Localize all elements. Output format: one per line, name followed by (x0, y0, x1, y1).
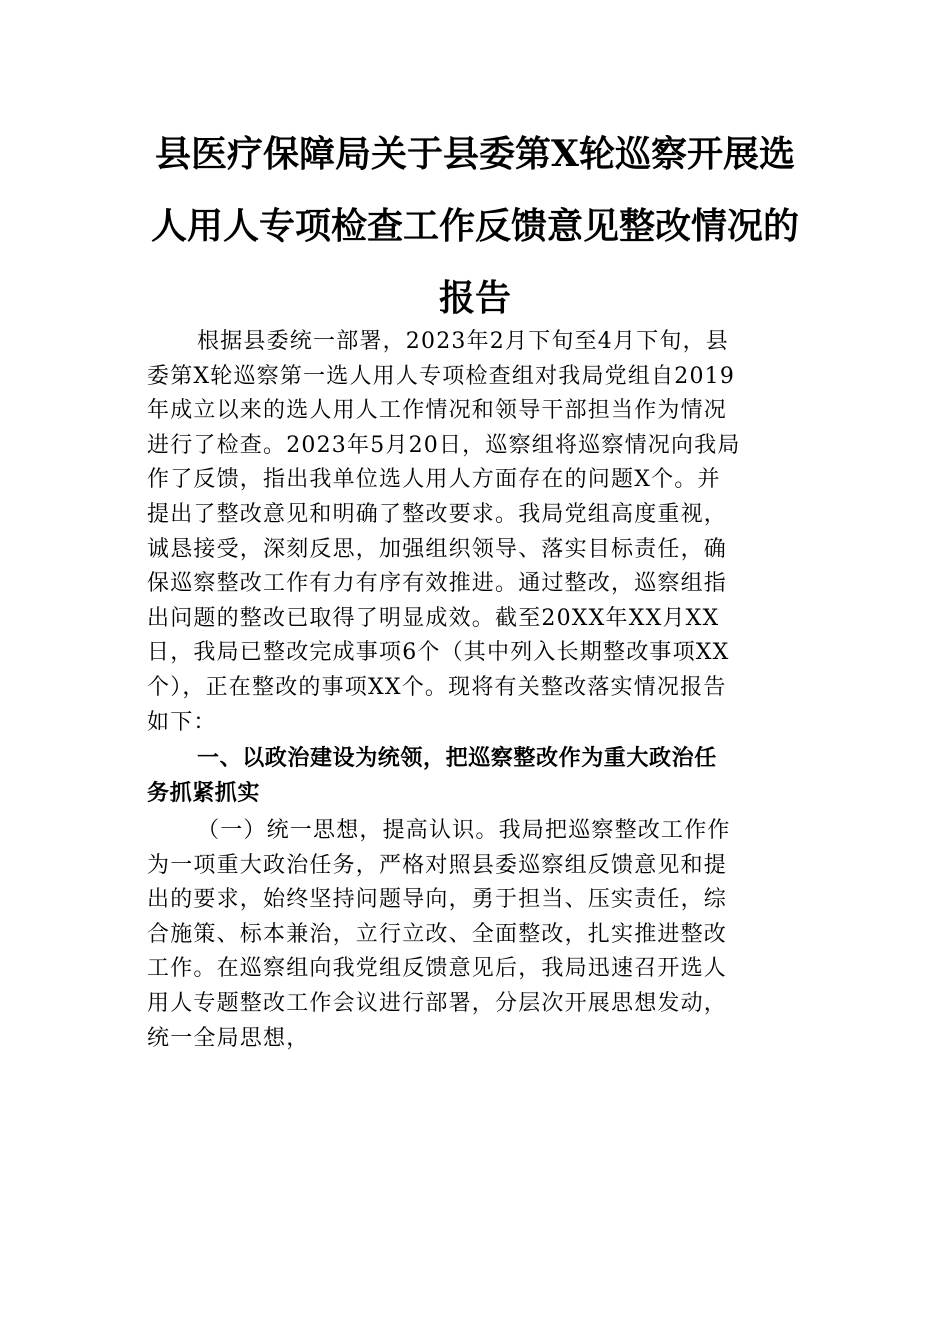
subsection-paragraph-1 (147, 814, 807, 1056)
paragraph-line: 合施策、标本兼治，立行立改、全面整改，扎实推进整改 (147, 921, 728, 947)
heading-line: 一、以政治建设为统领，把巡察整改作为重大政治任 (197, 746, 717, 771)
title-line: 报告 (438, 277, 511, 319)
paragraph-line: 作了反馈，指出我单位选人用人方面存在的问题X个。并 (147, 467, 721, 493)
title-line: 县医疗保障局关于县委第X轮巡察开展选 (155, 133, 795, 175)
section-heading-1 (147, 742, 807, 811)
paragraph-line: 工作。在巡察组向我党组反馈意见后，我局迅速召开选人 (147, 956, 728, 982)
paragraph-line: 保巡察整改工作有力有序有效推进。通过整改，巡察组指 (147, 571, 728, 597)
paragraph-line: 根据县委统一部署，2023年2月下旬至4月下旬，县 (197, 329, 729, 354)
intro-paragraph (147, 325, 807, 740)
paragraph-line: 为一项重大政治任务，严格对照县委巡察组反馈意见和提 (147, 852, 728, 878)
paragraph-line: 如下： (147, 709, 217, 735)
paragraph-line: 出问题的整改已取得了明显成效。截至20XX年XX月XX (147, 605, 720, 631)
document-title (150, 118, 800, 334)
paragraph-line: 出的要求，始终坚持问题导向，勇于担当、压实责任，综 (147, 887, 728, 913)
paragraph-line: 日，我局已整改完成事项6个（其中列入长期整改事项XX (147, 640, 730, 666)
title-line: 人用人专项检查工作反馈意见整改情况的 (150, 205, 799, 247)
paragraph-line: 用人专题整改工作会议进行部署，分层次开展思想发动， (147, 990, 728, 1016)
paragraph-line: 个），正在整改的事项XX个。现将有关整改落实情况报告 (147, 674, 727, 700)
paragraph-line: 年成立以来的选人用人工作情况和领导干部担当作为情况 (147, 398, 728, 424)
paragraph-line: 委第X轮巡察第一选人用人专项检查组对我局党组自2019 (147, 363, 736, 389)
heading-line: 务抓紧抓实 (147, 780, 261, 806)
paragraph-line: 诚恳接受，深刻反思，加强组织领导、落实目标责任，确 (147, 536, 728, 562)
paragraph-line: 进行了检查。2023年5月20日，巡察组将巡察情况向我局 (147, 432, 741, 458)
paragraph-line: （一）统一思想，提高认识。我局把巡察整改工作作 (197, 818, 731, 843)
paragraph-line: 提出了整改意见和明确了整改要求。我局党组高度重视， (147, 501, 728, 527)
paragraph-line: 统一全局思想， (147, 1025, 310, 1051)
